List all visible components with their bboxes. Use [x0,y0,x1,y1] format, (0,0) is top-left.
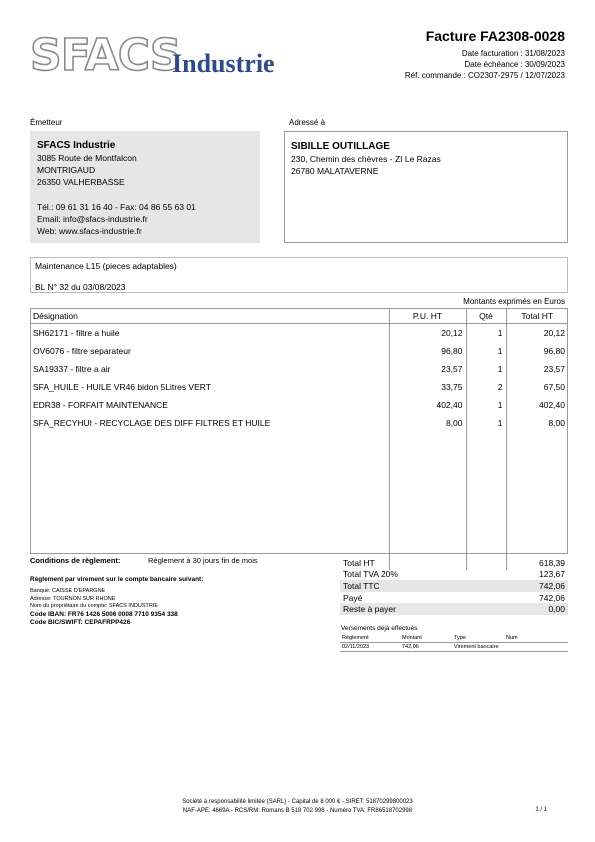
col-header-designation: Désignation [30,309,389,324]
payments-made-table [340,635,568,652]
account-owner: Nom du propriétaire du compte: SFACS INDUSTRIE [30,603,159,609]
line-total: 96,80 [506,342,568,360]
line-total: 67,50 [506,378,568,396]
table-row [30,342,568,360]
payments-made-title: Versements déjà effectués [341,625,418,632]
reference-box [30,257,568,293]
bank-details [30,588,178,627]
total-row [340,569,568,581]
total-row [340,580,568,592]
bic-swift: Code BIC/SWIFT: CEPAFRPP426 [30,618,131,626]
line-unit-price: 20,12 [389,324,466,342]
table-row [30,324,568,342]
iban: Code IBAN: FR76 1426 5006 0008 7710 9354 338 [30,610,178,618]
total-row [340,592,568,604]
line-quantity: 1 [466,414,506,432]
recipient-address-line: 26780 MALATAVERNE [291,166,379,176]
footer-registration-info: NAF-APE: 4669A - RCS/RM: Romans B 518 702 998 - Numéro TVA: FR86518702998 [182,808,413,814]
payment-conditions-label: Conditions de règlement: [30,556,121,565]
line-total: 402,40 [506,396,568,414]
reference-subject: Maintenance L15 (pieces adaptables) [35,261,177,271]
payment-amount: 742,06 [400,642,452,651]
emitter-address-line: 26350 VALHERBASSE [37,177,125,187]
invoice-date: Date facturation : 31/08/2023 [461,49,565,58]
total-label: Reste à payer [340,603,490,615]
line-quantity: 1 [466,360,506,378]
line-unit-price: 402,40 [389,396,466,414]
reference-delivery-note: BL N° 32 du 03/08/2023 [35,282,126,292]
table-header-row [30,309,568,324]
bank-name: Banque: CAISSE D'EPARGNE [30,588,106,594]
bank-address: Adresse: TOURNON SUR RHONE [30,595,116,602]
total-value: 742,06 [539,592,565,603]
line-designation: OV6076 - filtre separateur [33,345,131,356]
payment-conditions [30,556,258,565]
invoice-title: Facture FA2308-0028 [425,28,565,44]
emitter-address-line: MONTRIGAUD [37,165,96,175]
logo-sfacs-text: SFACS [30,30,181,81]
emitter-email: Email: info@sfacs-industrie.fr [37,214,148,224]
recipient-box [284,131,568,243]
table-filler-row [30,432,568,570]
total-value: 0,00 [490,603,568,615]
col-header-reglement: Règlement [340,635,400,642]
invoice-lines-table [30,308,568,570]
col-header-type: Type [452,635,504,642]
table-row [30,378,568,396]
total-value: 618,39 [539,557,565,568]
payment-date: 02/11/2023 [340,642,400,651]
line-unit-price: 33,75 [389,378,466,396]
total-label: Payé [343,592,363,603]
emitter-website: Web: www.sfacs-industrie.fr [37,226,142,236]
payment-num [504,642,568,651]
line-quantity: 1 [466,396,506,414]
legal-footer [0,798,595,816]
bank-transfer-title: Règlement par virement sur le compte bancaire suivant: [30,576,204,583]
invoice-meta [405,48,565,81]
recipient-label: Adressé à [289,118,326,127]
col-header-total: Total HT [506,309,568,324]
emitter-name: SFACS Industrie [37,140,116,151]
payment-type: Virement bancaire [452,642,504,651]
line-quantity: 1 [466,324,506,342]
company-logo [30,30,290,84]
payment-conditions-value: Règlement à 30 jours fin de mois [148,556,258,565]
line-total: 23,57 [506,360,568,378]
emitter-phone: Tél.: 09 61 31 16 40 - Fax: 04 86 55 63 01 [37,202,196,212]
due-date: Date échéance : 30/09/2023 [464,60,565,69]
col-header-quantity: Qté [466,309,506,324]
logo-industrie-text: Industrie [172,49,275,78]
line-unit-price: 96,80 [389,342,466,360]
line-unit-price: 23,57 [389,360,466,378]
line-designation: SH62171 - filtre a huile [33,327,120,338]
line-designation: EDR38 - FORFAIT MAINTENANCE [33,399,168,410]
line-total: 8,00 [506,414,568,432]
emitter-address-line: 3085 Route de Montfalcon [37,153,137,163]
total-row [340,557,568,569]
total-label: Total TTC [340,580,490,592]
col-header-montant: Montant [400,635,452,642]
table-row [30,396,568,414]
col-header-num: Num [504,635,568,642]
line-designation: SA19337 - filtre a air [33,363,111,374]
total-label: Total HT [343,557,375,568]
col-header-unit-price: P.U. HT [389,309,466,324]
order-reference: Réf. commande : CO2307-2975 / 12/07/2023 [404,71,565,80]
recipient-name: SIBILLE OUTILLAGE [291,141,390,152]
line-designation: SFA_RECYHUI - RECYCLAGE DES DIFF FILTRES ET HUILE [33,417,271,428]
page-number: 1 / 1 [535,807,547,813]
line-total: 20,12 [506,324,568,342]
footer-company-info: Société à responsabilité limitée (SARL) - Capital de 8 000 € - SIRET: 51870299800023 [182,799,413,805]
totals-table [340,557,568,615]
table-row [30,360,568,378]
line-unit-price: 8,00 [389,414,466,432]
total-value: 123,67 [539,569,565,580]
line-quantity: 2 [466,378,506,396]
table-row [340,642,568,651]
emitter-label: Émetteur [30,118,63,127]
table-row [30,414,568,432]
currency-note: Montants exprimés en Euros [463,297,565,306]
emitter-box [30,131,260,243]
total-label: Total TVA 20% [343,569,398,580]
table-header-row [340,635,568,642]
total-value: 742,06 [490,580,568,592]
recipient-address-line: 230, Chemin des chèvres - ZI Le Razas [291,154,441,164]
line-quantity: 1 [466,342,506,360]
total-row [340,603,568,615]
line-designation: SFA_HUILE - HUILE VR46 bidon 5Litres VERT [33,381,211,392]
